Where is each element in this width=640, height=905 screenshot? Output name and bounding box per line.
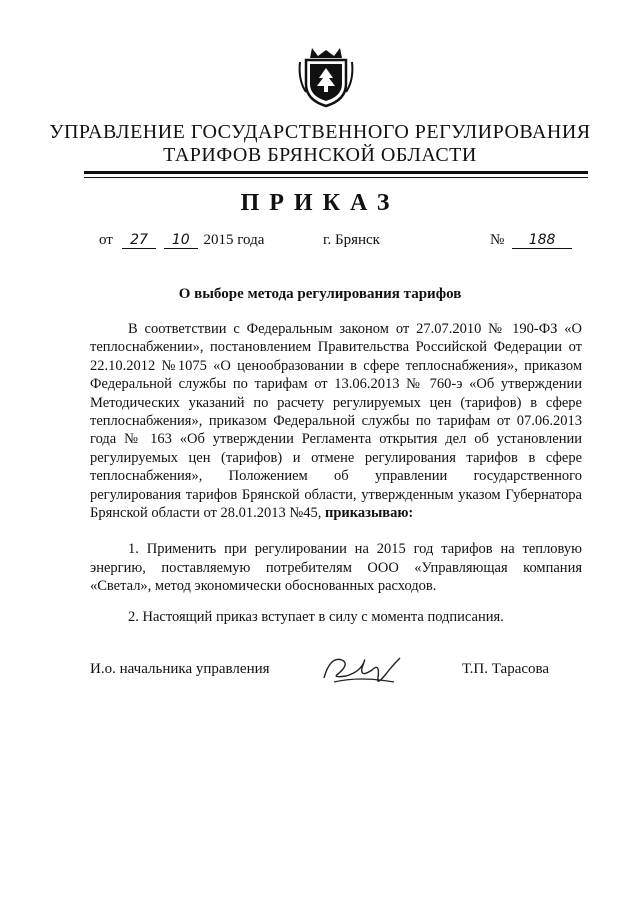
order-item-1: 1. Применить при регулировании на 2015 год тарифов на тепловую энергию, поставляемую потребителям ООО «Управляющая компания «Светал», метод экономически обоснованных расходов.	[90, 541, 582, 595]
handwritten-signature	[320, 648, 406, 690]
date-prefix: от	[99, 232, 113, 248]
header-divider-thin	[84, 177, 588, 178]
coat-of-arms-emblem	[298, 44, 354, 108]
preamble-text: В соответствии с Федеральным законом от 27.07.2010 № 190-ФЗ «О теплоснабжении», постановлением Правительства Российской Федерации от 22.10.2012 №1075 «О ценообразовании в сфере теплоснабжения», приказом Федеральной службы по тарифам от 13.06.2013 № 760-э «Об утверждении Методических указаний по расчету регулируемых цен (тарифов) в сфере теплоснабжения», приказом Федеральной службы по тарифам от 07.06.2013 года № 163 «Об утверждении Регламента открытия дел об установлении регулируемых цен (тарифов) и отмене регулирования тарифов в сфере теплоснабжения», Положением об управлении государственного регулирования тарифов Брянской области, утвержденным указом Губернатора Брянской области от 28.01.2013 №45,	[90, 321, 582, 522]
document-body	[90, 320, 582, 626]
signatory-position: И.о. начальника управления	[90, 661, 270, 677]
number-label: №	[490, 232, 505, 248]
header-divider-thick	[84, 171, 588, 174]
date-year: 2015 года	[203, 232, 265, 248]
document-subject: О выборе метода регулирования тарифов	[178, 286, 462, 302]
city: г. Брянск	[323, 232, 380, 248]
document-heading: ПРИКАЗ	[240, 190, 400, 216]
number-value: 188	[512, 232, 572, 249]
organization-name-line2: ТАРИФОВ БРЯНСКОЙ ОБЛАСТИ	[163, 144, 477, 166]
date-day: 27	[122, 232, 156, 249]
organization-name-line1: УПРАВЛЕНИЕ ГОСУДАРСТВЕННОГО РЕГУЛИРОВАНИЯ	[49, 121, 591, 143]
preamble-paragraph	[90, 320, 582, 522]
order-number	[490, 232, 572, 249]
signatory-name: Т.П. Тарасова	[462, 661, 550, 677]
order-date	[122, 232, 264, 249]
order-item-2: 2. Настоящий приказ вступает в силу с момента подписания.	[128, 608, 504, 625]
date-month: 10	[164, 232, 198, 249]
order-word: приказываю:	[324, 505, 414, 522]
